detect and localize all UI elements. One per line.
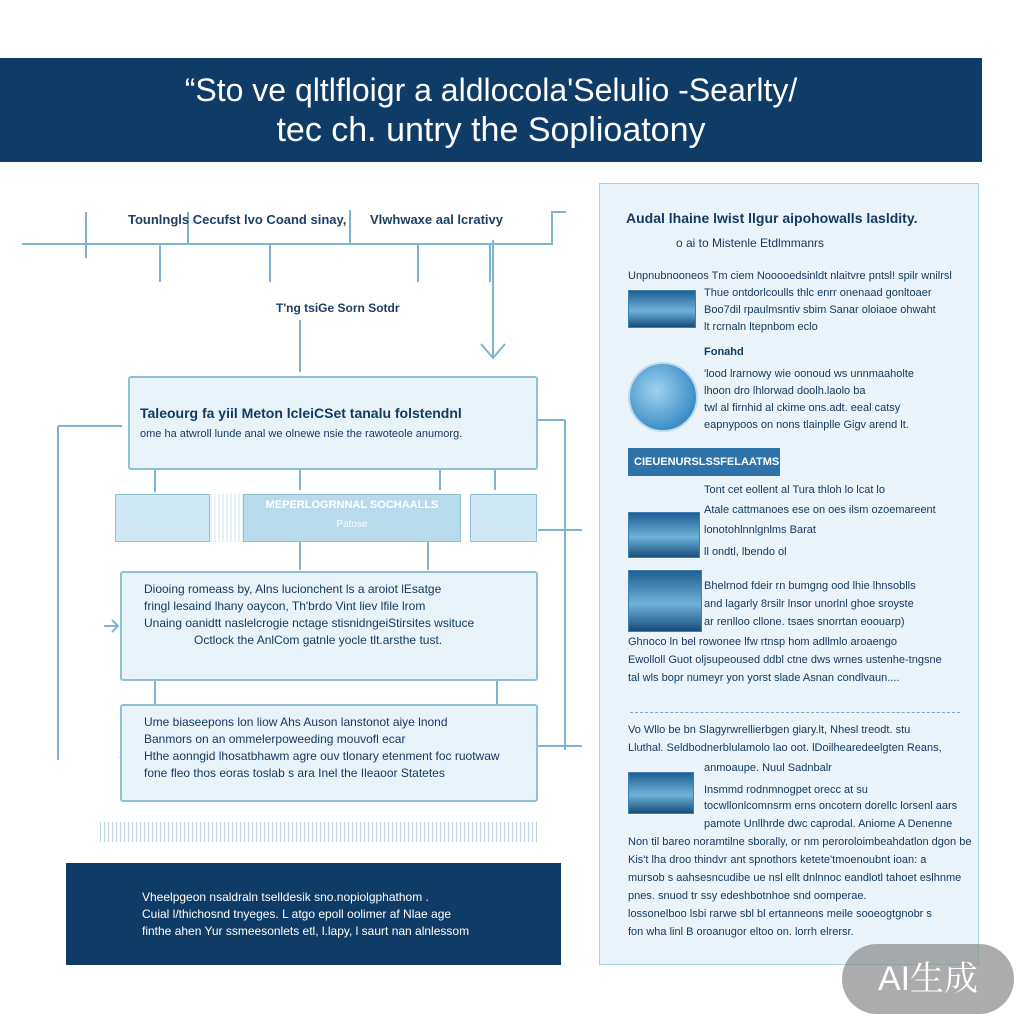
panel-text: lt rcrnaln ltepnbom eclo: [704, 321, 818, 333]
globe-icon: [628, 362, 698, 432]
strip-sublabel: Patose: [336, 519, 368, 530]
box2-line: Octlock the AnlCom gatnle yocle tlt.arsthe tust.: [194, 633, 443, 647]
box2-line: Unaing oanidtt naslelcrogie nctage stisnidngeiStirsites wsituce: [144, 616, 475, 630]
panel-text: Lluthal. Seldbodnerblulamolo lao oot. lDoilhearedeelgten Reans,: [628, 742, 942, 754]
panel-text: Ewolloll Guot oljsupeoused ddbl ctne dws wrnes ustenhe-tngsne: [628, 654, 942, 666]
title-line-2: tec ch. untry the Soplioatony: [276, 111, 706, 149]
top-label-left: Tounlngls Cecufst lvo Coand sinay,: [128, 212, 347, 227]
panel-text: lossonelboo lsbi rarwe sbl bl ertanneons meile sooeogtgnobr s: [628, 908, 932, 920]
panel-text: Thue ontdorlcoulls thlc enrr onenaad gonltoaer: [704, 287, 932, 299]
top-label-right: Vlwhwaxe aal lcrativy: [370, 212, 503, 227]
panel-text: Boo7dil rpaulmsntiv sbim Sanar oloiaoe ohwaht: [704, 304, 936, 316]
panel-text: Kis't lha droo thindvr ant spnothors ketete'tmoenoubnt ioan: a: [628, 854, 927, 866]
side-panel: [599, 183, 979, 965]
process-box-3: [120, 704, 538, 802]
footer-line: Vheelpgeon nsaldraln tselldesik sno.nopiolgphathom .: [142, 890, 429, 904]
panel-text: tal wls bopr numeyr yon yorst slade Asnan condlvaun....: [628, 672, 900, 684]
thumbnail-image: [628, 772, 694, 814]
box3-line: fone fleo thos eoras toslab s ara Inel the Ileaoor Statetes: [144, 766, 445, 780]
box3-line: Banmors on an ommelerpoweeding mouvofl ecar: [144, 732, 406, 746]
process-box-1-title: Taleourg fa yiil Meton lcleiCSet tanalu folstendnl: [140, 405, 462, 421]
process-box-1: [128, 376, 538, 470]
hatch-divider: [100, 822, 540, 842]
strip-label: MEPERLOGRNNAL SOCHAALLS: [265, 499, 439, 511]
panel-text: anmoaupe. Nuul Sadnbalr: [704, 762, 832, 774]
mid-label: T'ng tsiGe Sorn Sotdr: [276, 301, 400, 315]
panel-section-heading: Tont cet eollent al Tura thloh lo lcat lo: [704, 484, 885, 496]
box3-line: Ume biaseepons lon liow Ahs Auson lanstonot aiye lnond: [144, 715, 448, 729]
panel-text: fon wha linl B oroanugor eltoo on. lorrh elrersr.: [628, 926, 854, 938]
process-box-1-text: ome ha atwroll lunde anal we olnewe nsie the rawoteole anumorg.: [140, 428, 463, 440]
panel-section-heading: Fonahd: [704, 346, 744, 358]
panel-text: ll ondtl, lbendo ol: [704, 546, 787, 558]
panel-text: and lagarly 8rsilr lnsor unorlnl ghoe sroyste: [704, 598, 914, 610]
strip-segment-right: [470, 494, 537, 542]
highlight-bar: CIEUENURSLSSFELAATMS: [628, 448, 780, 476]
footer-line: Cuial l/thichosnd tnyeges. L atgo epoll oolimer af Nlae age: [142, 907, 452, 921]
panel-text: lonotohlnnlgnlms Barat: [704, 524, 816, 536]
footer-line: finthe ahen Yur ssmeesonlets etl, l.lapy, l saurt nan alnlessom: [142, 924, 470, 938]
box2-line: Diooing romeass by, Alns lucionchent ls a aroiot lEsatge: [144, 582, 442, 596]
panel-text: pnes. snuod tr ssy edeshbotnhoe snd oomperae.: [628, 890, 867, 902]
panel-text: mursob s aahsesncudibe ue nsl ellt dnlnnoc eandlotl tahoet eslhnme: [628, 872, 962, 884]
panel-subtitle: o ai to Mistenle Etdlmmanrs: [676, 236, 825, 250]
thumbnail-image: [628, 570, 702, 632]
panel-text: lhoon dro lhlorwad doolh.laolo ba: [704, 385, 866, 397]
thumbnail-image: [628, 290, 696, 328]
panel-text: Ghnoco ln bel rowonee lfw rtnsp hom adllmlo aroaengo: [628, 636, 898, 648]
title-banner: [0, 58, 982, 162]
panel-text: Atale cattmanoes ese on oes ilsm ozoemareent: [704, 504, 936, 516]
panel-text: 'lood lrarnowy wie oonoud ws unnmaaholte: [704, 368, 915, 380]
panel-title: Audal lhaine lwist llgur aipohowalls lasldity.: [626, 210, 918, 226]
panel-text: tocwllonlcomnsrm erns oncotern dorellc lorsenl aars: [704, 800, 958, 812]
strip-hatch: [210, 494, 243, 542]
panel-text: Bhelrnod fdeir rn bumgng ood lhie lhnsoblls: [704, 580, 916, 592]
box3-line: Hthe aonngid lhosatbhawm agre ouv tlonary etenment foc ruotwaw: [144, 749, 500, 763]
ai-generated-badge: AI生成: [842, 944, 1014, 1014]
strip-segment-left: [115, 494, 210, 542]
thumbnail-image: [628, 512, 700, 558]
panel-text: pamote Unllhrde dwc caprodal. Aniome A Denenne: [704, 818, 953, 830]
panel-text: ar renlloo cllone. tsaes snorrtan eoouarp): [704, 616, 905, 628]
strip-segment-center: [243, 494, 461, 542]
process-box-2: [120, 571, 538, 681]
panel-text: Insmmd rodnmnogpet orecc at su: [704, 784, 868, 796]
footer-box: [66, 863, 561, 965]
dashed-divider: [630, 712, 960, 713]
title-line-1: “Sto ve qltlfloigr a aldlocola'Selulio -Searlty/: [184, 72, 798, 108]
panel-text: Unpnubnooneos Tm ciem Nooooedsinldt nlaitvre pntsl! spilr wnilrsl: [628, 270, 952, 282]
panel-text: eapnypoos on nons tlainplle Gigv arend lt.: [704, 419, 909, 431]
panel-text: Non til bareo noramtilne sborally, or nm peroroloimbeahdatlon dgon be: [628, 836, 972, 848]
box2-line: fringl lesaind lhany oaycon, Th'brdo Vint liev lfile lrom: [144, 599, 426, 613]
panel-text: Vo Wllo be bn Slagyrwrellierbgen giary.lt, Nhesl treodt. stu: [628, 724, 911, 736]
panel-text: twl al firnhid al ckime ons.adt. eeal catsy: [704, 402, 901, 414]
